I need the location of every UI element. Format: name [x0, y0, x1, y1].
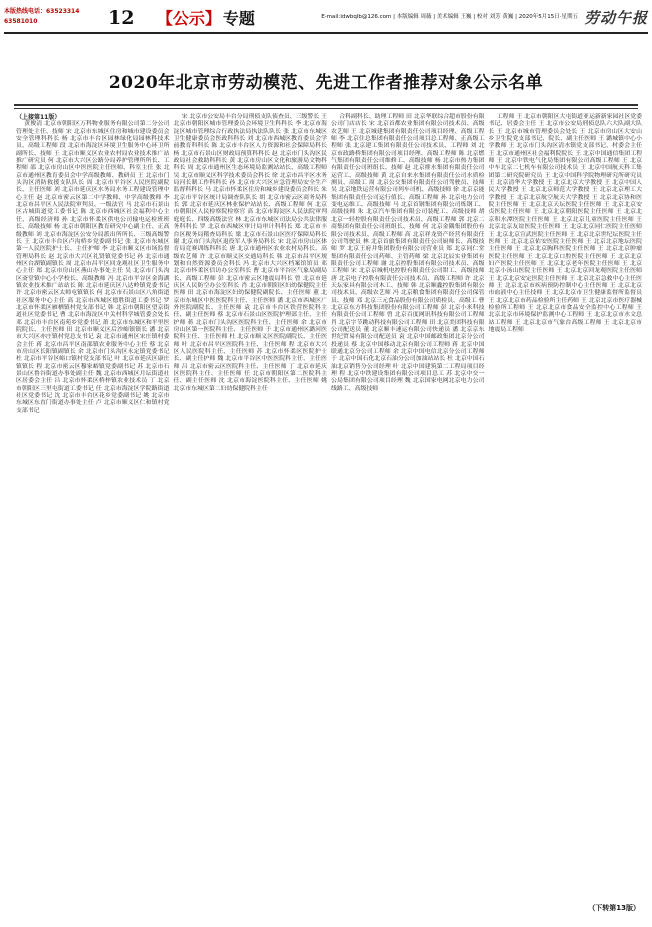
- page-title: 2020年北京市劳动模范、先进工作者推荐对象公示名单: [108, 73, 544, 93]
- column-2: [174, 114, 328, 900]
- continued-from-label: （上接第11版）: [16, 114, 61, 121]
- column-2-text: 宋 北京市公安局丰台分局刑侦支队侦查员、三级警长 王 北京市朝阳区城市管理委员会环境卫生科科长 李 北京市海淀区城市管理综合行政执法局执法队队长 张 北京市东城区卫生健康委员会医政科科长 刘 北京市西城区教育委员会学前教育科科长 陈 北京市丰台区人力资源和社会保障局科长 杨 北京市石景山区财政局预算科科长 赵 北京市门头沟区民政局社会救助科科长 黄 北京市房山区文化和旅游局文物科科长 周 北京市通州区生态环境局监测站站长、高级工程师 吴 北京市顺义区科学技术委员会科长 徐 北京市昌平区水务局河长制工作科科长 孙 北京市大兴区应急管理局安全生产监督科科长 马 北京市怀柔区住房和城乡建设委员会科长 朱 北京市平谷区统计局调查队队长 胡 北京市密云区商务局科长 郭 北京市延庆区林业保护站站长、高级工程师 何 北京市朝阳区人民检察院检察官 高 北京市海淀区人民法院审判庭庭长、四级高级法官 林 北京市东城区司法局公共法律服务科科长 罗 北京市西城区审计局审计科科长 郑 北京市丰台区税务局稽查局科长 梁 北京市石景山区医疗保障局科长 谢 北京市门头沟区退役军人事务局科长 宋 北京市房山区体育局竞赛训练科科长 唐 北京市通州区农业农村局科长、高级农艺师 许 北京市顺义区交通局科长 韩 北京市昌平区规划和自然资源委员会科长 冯 北京市大兴区档案馆馆员 邓 北京市怀柔区信访办公室科长 曹 北京市平谷区气象局副局长、高级工程师 彭 北京市密云区地震局科长 曾 北京市延庆区人民防空办公室科长 肖 北京市朝阳区妇幼保健院主任医师 田 北京市海淀区妇幼保健院副院长、主任医师 董 北京市东城区中医医院科主任、主任医师 潘 北京市西城区广外医院副院长、主任医师 袁 北京市丰台区铁营医院科主任、副主任医师 蔡 北京市石景山区医院护理部主任、主任护师 蒋 北京市门头沟区医院科主任、主任医师 余 北京市房山区第一医院科主任、主任医师 于 北京市通州区潞河医院科主任、主任医师 杜 北京市顺义区医院副院长、主任医师 叶 北京市昌平区医院科主任、主任医师 程 北京市大兴区人民医院科主任、主任医师 苏 北京市怀柔区医院护士长、副主任护师 魏 北京市平谷区中医医院科主任、主任医师 吕 北京市密云区医院科主任、主任医师 丁 北京市延庆区医院科主任、主任医师 任 北京市朝阳区第二医院科主任、副主任医师 沈 北京市海淀医院科主任、主任医师 姚 北京市东城区第二妇幼保健院科主任: [173, 114, 327, 392]
- title-rule-bottom: [14, 108, 638, 109]
- section-tag: [108, 6, 255, 29]
- page-number: 12: [108, 6, 135, 29]
- column-3: [331, 114, 485, 900]
- name-list-columns: [16, 114, 642, 900]
- header-meta: E-mail:ldwbqlb@126.com | 本版编辑 周薇 | 美术编辑 王巍 | 校对 刘芳 黄巍 | 2020年5月15日·星期五: [321, 14, 578, 20]
- column-1-text: 黄俊清 北京市朝阳区万科物业服务有限公司第二分公司管理处主任、技师 宋 北京市东城区住房和城市建设委员会安全管理科科长 杨 北京市丰台区园林绿化局园林科技术员、高级工程师 段 北京市海淀区环境卫生服务中心环卫所副所长、技师 王 北京市顺义区农业农村局农业技术推广站推广研究员 何 北京市大兴区公路分局养护管理所所长、工程师 邵 北京市房山区中医医院主任医师、科室主任 张 北京市通州区教育委员会中学高级教师、教研员 王 北京市门头沟区消防救援支队队长 周 北京市平谷区人民医院副院长、主任医师 刘 北京市延庆区水务局水务工程建设管理中心主任 赵 北京市密云区第二中学教师、中学高级教师 李 北京市昌平区人民法院审判员、一级法官 马 北京市石景山区古城街道党工委书记 陈 北京市西城区社会福利中心主任、高级经济师 孙 北京市怀柔区供电公司输电运检班班长、高级技师 杨 北京市朝阳区教育研究中心副主任、正高级教师 刘 北京市海淀区公安分局派出所所长、三级高级警长 王 北京市丰台区卢沟桥乡党委副书记 张 北京市东城区第一人民医院护士长、主任护师 李 北京市顺义区市场监督管理局科长 赵 北京市大兴区礼贤镇党委书记 孙 北京市通州区台湖镇副镇长 周 北京市昌平区回龙观社区卫生服务中心主任 郑 北京市房山区燕山办事处主任 吴 北京市门头沟区斋堂镇中心小学校长、高级教师 冯 北京市平谷区金海湖镇农业技术推广站站长 陈 北京市延庆区八达岭镇党委书记 许 北京市密云区太师屯镇镇长 何 北京市石景山区八角街道社区服务中心主任 高 北京市西城区德胜街道工委书记 罗 北京市怀柔区雁栖镇村党支部书记 韩 北京市朝阳区望京街道社区党委书记 曹 北京市海淀区中关村科学城管委会处长 邓 北京市丰台区南苑乡党委书记 萧 北京市东城区和平里医院院长、主任医师 田 北京市顺义区后沙峪镇镇长 潘 北京市大兴区亦庄镇村党总支书记 袁 北京市通州区宋庄镇村委会主任 蒋 北京市昌平区南邵镇农业服务中心主任 蔡 北京市房山区长阳镇副镇长 余 北京市门头沟区永定镇党委书记 杜 北京市平谷区峪口镇村党支部书记 叶 北京市延庆区康庄镇镇长 程 北京市密云区穆家峪镇党委副书记 苏 北京市石景山区鲁谷街道办事处副主任 魏 北京市西城区月坛街道社区居委会主任 吕 北京市怀柔区桥梓镇农业技术员 丁 北京市朝阳区三里屯街道工委书记 任 北京市海淀区学院路街道社区党委书记 沈 北京市丰台区花乡党委副书记 姚 北京市东城区东直门街道办事处主任 卢 北京市顺义区仁和镇村党支部书记: [16, 121, 170, 414]
- continued-to-label: （下转第13版）: [588, 904, 640, 912]
- column-3-text: 合科副科长、助理工程师 田 北京华联综合超市股份有限公司门店店长 宋 北京首都农业集团有限公司技术员、高级农艺师 王 北京城建集团有限责任公司项目经理、高级工程师 李 北京住总集团有限责任公司项目总工程师、正高级工程师 张 北京建工集团有限责任公司技术员、工程师 刘 北京市政路桥集团有限公司项目经理、高级工程师 陈 北京燃气集团有限责任公司维修工、高级技师 杨 北京市热力集团有限责任公司班组长、技师 赵 北京排水集团有限责任公司运营工、高级技师 黄 北京自来水集团有限责任公司水质检测员、高级工 周 北京公交集团有限责任公司驾驶员、技师 吴 北京地铁运营有限公司列车司机、高级技师 徐 北京京能集团有限责任公司运行值长、高级工程师 孙 北京电力公司变电运维工、高级技师 马 北京首钢集团有限公司炼钢工、高级技师 朱 北京汽车集团有限公司装配工、高级技师 胡 北京一轻控股有限责任公司技术员、高级工程师 郭 北京二商集团有限责任公司班组长、技师 何 北京金隅集团股份有限公司技术员、高级工程师 高 北京祥龙资产经营有限责任公司驾驶员 林 北京首旅集团有限责任公司厨师长、高级技师 罗 北京王府井集团股份有限公司营业员 郑 北京同仁堂集团有限责任公司药师、主管药师 梁 北京北辰实业集团有限责任公司工程师 谢 北京控股集团有限公司技术员、高级工程师 宋 北京京城机电控股有限责任公司钳工、高级技师 唐 北京电子控股有限责任公司技术员、高级工程师 许 北京天坛家具有限公司木工、技师 韩 北京顺鑫控股集团有限公司技术员、高级农艺师 冯 北京粮食集团有限责任公司保管员、技师 邓 北京三元食品股份有限公司质检员、高级工 曹 北京京东方科技集团股份有限公司工程师 彭 北京小米科技有限责任公司工程师 曾 北京百度网讯科技有限公司工程师 肖 北京字节跳动科技有限公司工程师 田 北京美团科技有限公司配送员 董 北京顺丰速运有限公司快递员 潘 北京京东世纪贸易有限公司配送员 袁 北京中国邮政集团北京分公司投递员 蔡 北京中国移动北京有限公司工程师 蒋 北京中国联通北京分公司工程师 余 北京中国电信北京分公司工程师 于 北京中国石化北京石油分公司加油站站长 杜 北京中国石油北京销售分公司经理 叶 北京中国建筑第二工程局项目经理 程 北京中铁建设集团有限公司项目总工 苏 北京中交一公局集团有限公司项目经理 魏 北京国家电网北京电力公司线路工、高级技师: [331, 114, 485, 392]
- hotline: [4, 7, 104, 27]
- column-tag: 【公示】: [156, 8, 221, 28]
- newspaper-logo: 劳动午报: [583, 8, 648, 27]
- column-4-text: 工程师 王 北京市朝阳区大屯街道亚运新新家园社区党委书记、居委会主任 王 北京市公安局刑侦总队六大队副大队长 王 北京市城市管理委员会处长 王 北京市房山区大安山乡卫生院党支部书记、院长、副主任医师 王 潞城镇中心小学教师 王 北京市门头沟区清水镇党支部书记、村委会主任 王 北京市通州区社会福利院院长 王 北京中国通信集团工程师 王 北京中铁电气化局集团有限公司高级工程师 王 北京中车北京二七机车有限公司技术员 王 北京中国航天科工集团第二研究院研究员 王 北京中国科学院物理研究所研究员 王 北京清华大学教授 王 北京北京大学教授 王 北京中国人民大学教授 王 北京北京师范大学教授 王 北京北京理工大学教授 王 北京北京航空航天大学教授 王 北京北京协和医院主任医师 王 北京北京天坛医院主任医师 王 北京北京安贞医院主任医师 王 北京北京朝阳医院主任医师 王 北京北京积水潭医院主任医师 王 北京北京儿童医院主任医师 王 北京北京友谊医院主任医师 王 北京北京同仁医院主任医师 王 北京北京宣武医院主任医师 王 北京北京世纪坛医院主任医师 王 北京北京佑安医院主任医师 王 北京北京地坛医院主任医师 王 北京北京胸科医院主任医师 王 北京北京肿瘤医院主任医师 王 北京北京口腔医院主任医师 王 北京北京妇产医院主任医师 王 北京北京老年医院主任医师 王 北京北京小汤山医院主任医师 王 北京北京回龙观医院主任医师 王 北京北京安定医院主任医师 王 北京北京急救中心主任医师 王 北京北京市疾病预防控制中心主任医师 王 北京北京市血液中心主任技师 王 北京北京市卫生健康监督所监督员 王 北京北京市药品检验所主任药师 王 北京北京市医疗器械检验所工程师 王 北京北京市食品安全监控中心工程师 王 北京北京市环境保护监测中心工程师 王 北京北京市水文总站工程师 王 北京北京市气象台高级工程师 王 北京北京市地震局工程师: [488, 114, 642, 333]
- page-header: [4, 2, 648, 34]
- hotline-text: 本版热线电话：63523314 63581010: [4, 8, 80, 25]
- page-type: 专题: [222, 8, 255, 28]
- column-4: [489, 114, 643, 900]
- title-rule-top: [14, 104, 638, 106]
- column-1: [16, 114, 170, 900]
